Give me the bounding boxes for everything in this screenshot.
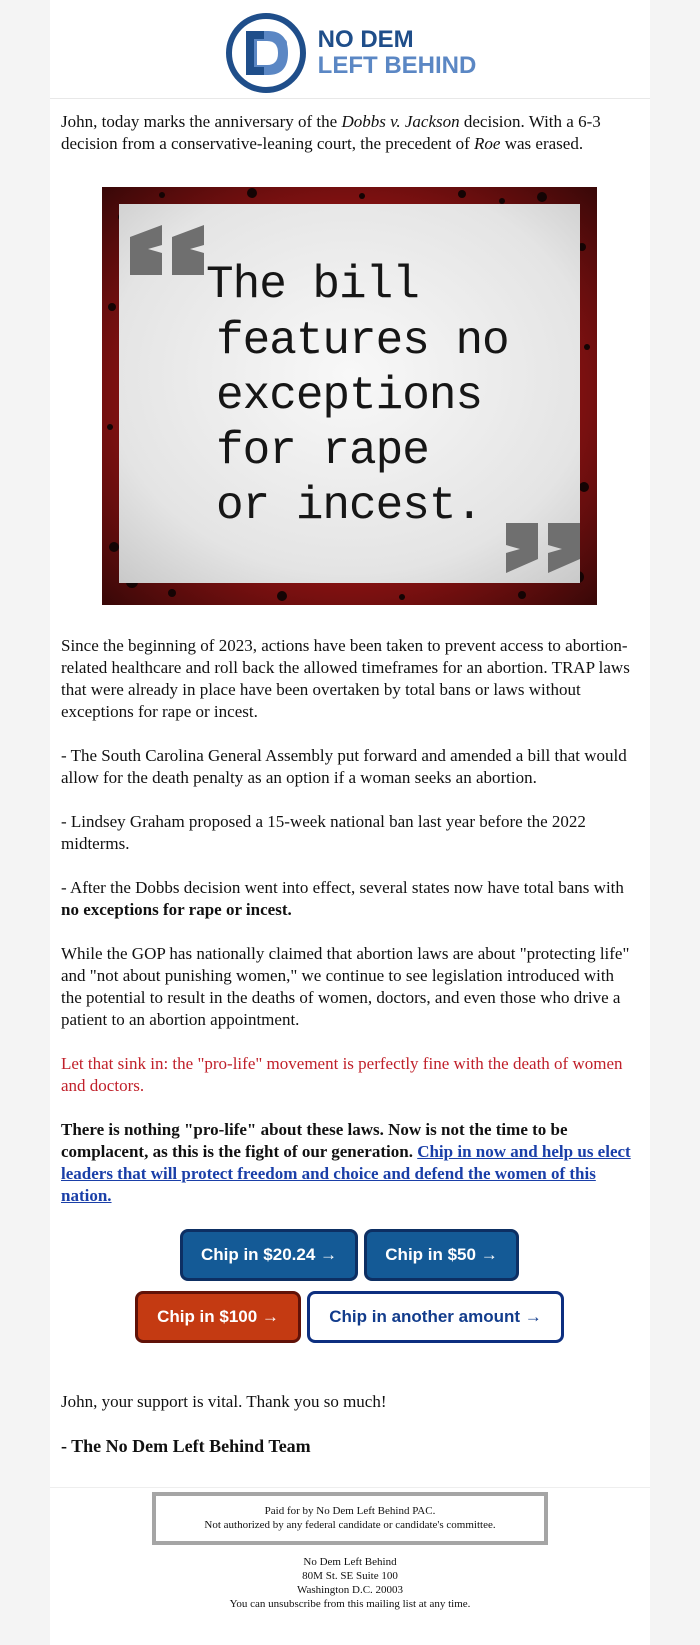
- logo-line-2: LEFT BEHIND: [317, 52, 477, 79]
- paragraph-1: Since the beginning of 2023, actions have been taken to prevent access to abortion-related healthcare and roll back the allowed timeframes for an abortion. TRAP laws that were already in place have been overtaken by total bans or laws without exceptions for rape or incest.: [61, 636, 630, 721]
- button-row-2: [61, 1291, 638, 1343]
- footer-divider: [50, 1487, 650, 1488]
- logo-wordmark: [318, 27, 477, 79]
- paid-line-1: Paid for by No Dem Left Behind PAC.: [264, 1505, 436, 1517]
- cta-paragraph: [61, 1119, 638, 1207]
- paragraph-4-text: - After the Dobbs decision went into effect, several states now have total bans with: [61, 878, 624, 897]
- email-header: [50, 8, 650, 99]
- intro-roe: Roe: [474, 134, 501, 153]
- chip-in-2024-button[interactable]: Chip in $20.24 →: [180, 1229, 358, 1281]
- quote-line-2: features no: [216, 315, 509, 367]
- cta-bold-text: There is nothing "pro-life" about these laws. Now is not the time to be complacent, as this is the fight of our generation.: [61, 1120, 568, 1161]
- paragraph-4: [61, 877, 638, 921]
- signature: - The No Dem Left Behind Team: [61, 1436, 311, 1456]
- chip-in-100-button[interactable]: Chip in $100 →: [135, 1291, 301, 1343]
- intro-text-mid: decision. With a 6-3 decision from a conservative-leaning court, the precedent of: [61, 112, 601, 153]
- paragraph-2: - The South Carolina General Assembly put forward and amended a bill that would allow for the death penalty as an option if a woman seeks an abortion.: [61, 746, 627, 787]
- email-content: [50, 99, 650, 1457]
- logo-d-icon: [224, 11, 308, 95]
- button-row-1: [61, 1229, 638, 1281]
- intro-text-post: was erased.: [500, 134, 584, 153]
- chip-in-link[interactable]: Chip in now and help us elect leaders that will protect freedom and choice and defend the women of this nation.: [61, 1142, 631, 1205]
- footer-street: 80M St. SE Suite 100: [302, 1570, 398, 1582]
- chip-in-50-button[interactable]: Chip in $50 →: [364, 1229, 519, 1281]
- chip-in-other-button[interactable]: Chip in another amount →: [307, 1291, 564, 1343]
- footer-org: No Dem Left Behind: [303, 1556, 397, 1568]
- paragraph-5: While the GOP has nationally claimed that abortion laws are about "protecting life" and "not about punishing women," we continue to see legislation introduced with the potential to result in the deaths of women, doctors, and even those who drive a patient to an abortion appointment.: [61, 944, 630, 1029]
- intro-case-name: Dobbs v. Jackson: [341, 112, 460, 131]
- donation-buttons: [61, 1229, 638, 1343]
- quote-image: [102, 187, 597, 605]
- quote-line-1: The bill: [206, 259, 419, 311]
- quote-line-5: or incest.: [216, 480, 483, 532]
- unsubscribe-text[interactable]: You can unsubscribe from this mailing list at any time.: [229, 1598, 471, 1610]
- paragraph-3: - Lindsey Graham proposed a 15-week national ban last year before the 2022 midterms.: [61, 812, 586, 853]
- thanks-text: John, your support is vital. Thank you so much!: [61, 1392, 387, 1411]
- intro-paragraph: [61, 99, 638, 155]
- intro-text-pre: John, today marks the anniversary of the: [61, 112, 342, 131]
- quote-line-4: for rape: [216, 425, 429, 477]
- quote-line-3: exceptions: [216, 370, 483, 422]
- paragraph-4-bold: no exceptions for rape or incest.: [61, 900, 292, 919]
- paid-for-box: [152, 1492, 548, 1545]
- footer-address: [50, 1555, 650, 1611]
- paid-line-2: Not authorized by any federal candidate or candidate's committee.: [204, 1519, 496, 1531]
- footer-city: Washington D.C. 20003: [296, 1584, 404, 1596]
- red-callout: Let that sink in: the "pro-life" movement is perfectly fine with the death of women and doctors.: [61, 1054, 623, 1095]
- email-page: [50, 0, 650, 1645]
- logo-line-1: NO DEM: [317, 26, 414, 53]
